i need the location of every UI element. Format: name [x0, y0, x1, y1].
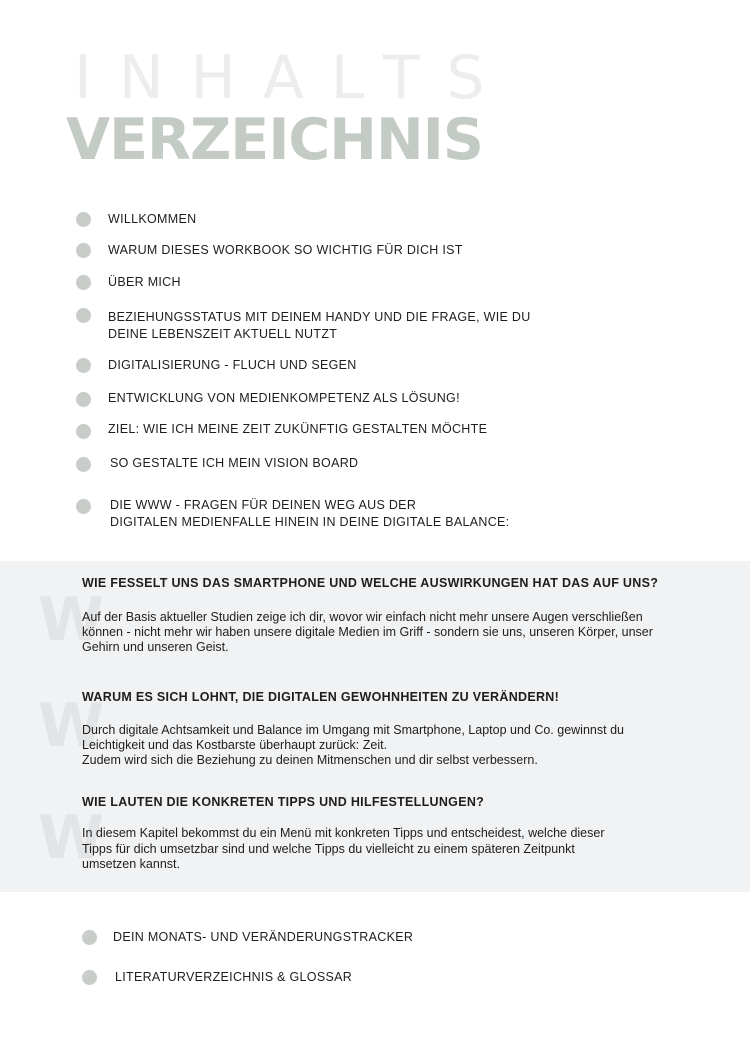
toc-item-label: ÜBER MICH: [108, 275, 181, 289]
w-watermark: W: [38, 691, 105, 761]
w-watermark: W: [38, 803, 105, 873]
bullet-icon: [76, 392, 91, 407]
bullet-icon: [82, 970, 97, 985]
toc-item-label: DIGITALISIERUNG - FLUCH UND SEGEN: [108, 358, 357, 372]
bullet-icon: [76, 308, 91, 323]
www-body-line: Auf der Basis aktueller Studien zeige ich dir, wovor wir einfach nicht mehr unsere Augen verschließen: [82, 610, 643, 624]
toc-item-label: DIE WWW - FRAGEN FÜR DEINEN WEG AUS DER: [110, 498, 417, 512]
bullet-icon: [76, 275, 91, 290]
toc-item-label: ENTWICKLUNG VON MEDIENKOMPETENZ ALS LÖSUNG!: [108, 391, 460, 405]
bullet-icon: [82, 930, 97, 945]
toc-item-label: LITERATURVERZEICHNIS & GLOSSAR: [115, 970, 353, 984]
www-body-line: Gehirn und unseren Geist.: [82, 640, 229, 654]
title-line-1: INHALTS: [74, 43, 512, 113]
toc-item-label: DIGITALEN MEDIENFALLE HINEIN IN DEINE DIGITALE BALANCE:: [110, 515, 510, 529]
bullet-icon: [76, 499, 91, 514]
toc-item-label: DEINE LEBENSZEIT AKTUELL NUTZT: [108, 327, 338, 341]
www-heading: WARUM ES SICH LOHNT, DIE DIGITALEN GEWOHNHEITEN ZU VERÄNDERN!: [82, 690, 560, 704]
www-body-line: Leichtigkeit und das Kostbarste überhaupt zurück: Zeit.: [82, 738, 388, 752]
toc-item-label: SO GESTALTE ICH MEIN VISION BOARD: [110, 456, 359, 470]
toc-item-label: WARUM DIESES WORKBOOK SO WICHTIG FÜR DICH IST: [108, 243, 463, 257]
www-body-line: In diesem Kapitel bekommst du ein Menü mit konkreten Tipps und entscheidest, welche dieser: [82, 826, 605, 840]
bullet-icon: [76, 457, 91, 472]
www-body-line: können - nicht mehr wir haben unsere digitale Medien im Griff - sondern sie uns, unseren Körper, unser: [82, 625, 653, 639]
www-heading: WIE FESSELT UNS DAS SMARTPHONE UND WELCHE AUSWIRKUNGEN HAT DAS AUF UNS?: [82, 576, 659, 590]
toc-item-label: ZIEL: WIE ICH MEINE ZEIT ZUKÜNFTIG GESTALTEN MÖCHTE: [108, 422, 488, 436]
bullet-icon: [76, 424, 91, 439]
toc-item-label: BEZIEHUNGSSTATUS MIT DEINEM HANDY UND DIE FRAGE, WIE DU: [108, 310, 531, 324]
toc-item-label: WILLKOMMEN: [108, 212, 197, 226]
www-body-line: Durch digitale Achtsamkeit und Balance im Umgang mit Smartphone, Laptop und Co. gewinnst du: [82, 723, 624, 737]
www-body-line: Zudem wird sich die Beziehung zu deinen Mitmenschen und dir selbst verbessern.: [82, 753, 538, 767]
www-heading: WIE LAUTEN DIE KONKRETEN TIPPS UND HILFESTELLUNGEN?: [82, 795, 485, 809]
bullet-icon: [76, 212, 91, 227]
bullet-icon: [76, 358, 91, 373]
bullet-icon: [76, 243, 91, 258]
toc-item-label: DEIN MONATS- UND VERÄNDERUNGSTRACKER: [113, 930, 414, 944]
www-body-line: Tipps für dich umsetzbar sind und welche Tipps du vielleicht zu einem späteren Zeitpunkt: [82, 842, 575, 856]
www-body-line: umsetzen kannst.: [82, 857, 180, 871]
title-line-2: VERZEICHNIS: [66, 107, 483, 173]
w-watermark: W: [38, 585, 105, 655]
